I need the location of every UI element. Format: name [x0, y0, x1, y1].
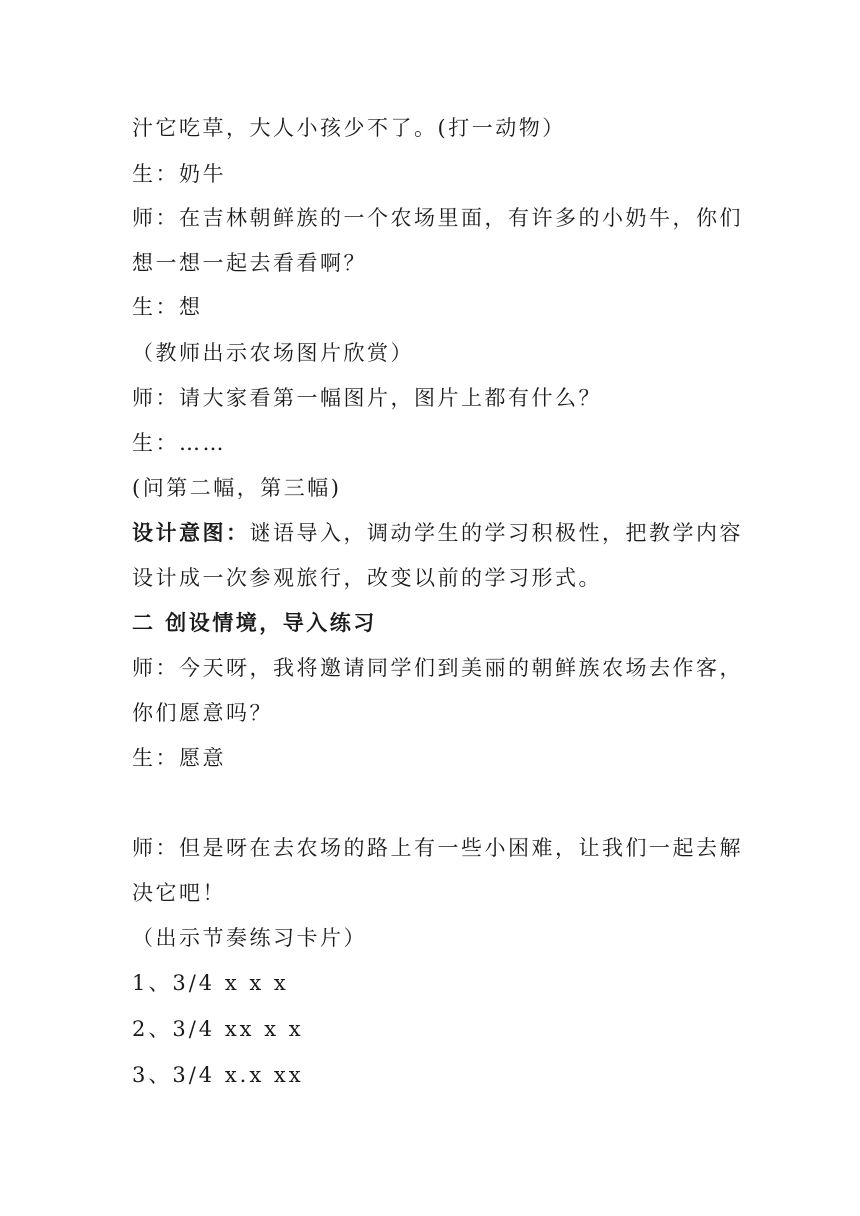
text-line: 生：奶牛 [132, 162, 226, 186]
design-intent-text: 谜语导入，调动学生的学习积极性，把教学内容 [249, 521, 743, 545]
text-line: 师：请大家看第一幅图片，图片上都有什么？ [132, 386, 602, 410]
text-line: 师：但是呀在去农场的路上有一些小困难，让我们一起去解 [132, 836, 743, 860]
text-line: （教师出示农场图片欣赏） [132, 341, 414, 365]
text-line: 设计成一次参观旅行，改变以前的学习形式。 [132, 566, 602, 590]
rhythm-exercise-item: 1、3/4 x x x [132, 971, 289, 995]
section-heading: 二 创设情境，导入练习 [132, 611, 377, 635]
text-line: 生：想 [132, 295, 203, 319]
text-line: 生：愿意 [132, 746, 226, 770]
text-line: 决它吧！ [132, 881, 226, 905]
text-line: 想一想一起去看看啊？ [132, 251, 367, 275]
text-line: 汁它吃草，大人小孩少不了。(打一动物） [132, 116, 566, 140]
text-line: （出示节奏练习卡片） [132, 926, 367, 950]
text-line: 师：今天呀，我将邀请同学们到美丽的朝鲜族农场去作客， [132, 656, 743, 680]
text-line: 生：…… [132, 431, 226, 455]
text-line: 师：在吉林朝鲜族的一个农场里面，有许多的小奶牛，你们 [132, 206, 743, 230]
rhythm-exercise-item: 3、3/4 x.x xx [132, 1063, 304, 1087]
design-intent-label: 设计意图： [132, 521, 250, 545]
text-line: 你们愿意吗？ [132, 701, 273, 725]
design-intent-line [132, 520, 743, 546]
text-line: (问第二幅，第三幅) [132, 476, 342, 500]
rhythm-exercise-item: 2、3/4 xx x x [132, 1017, 304, 1041]
